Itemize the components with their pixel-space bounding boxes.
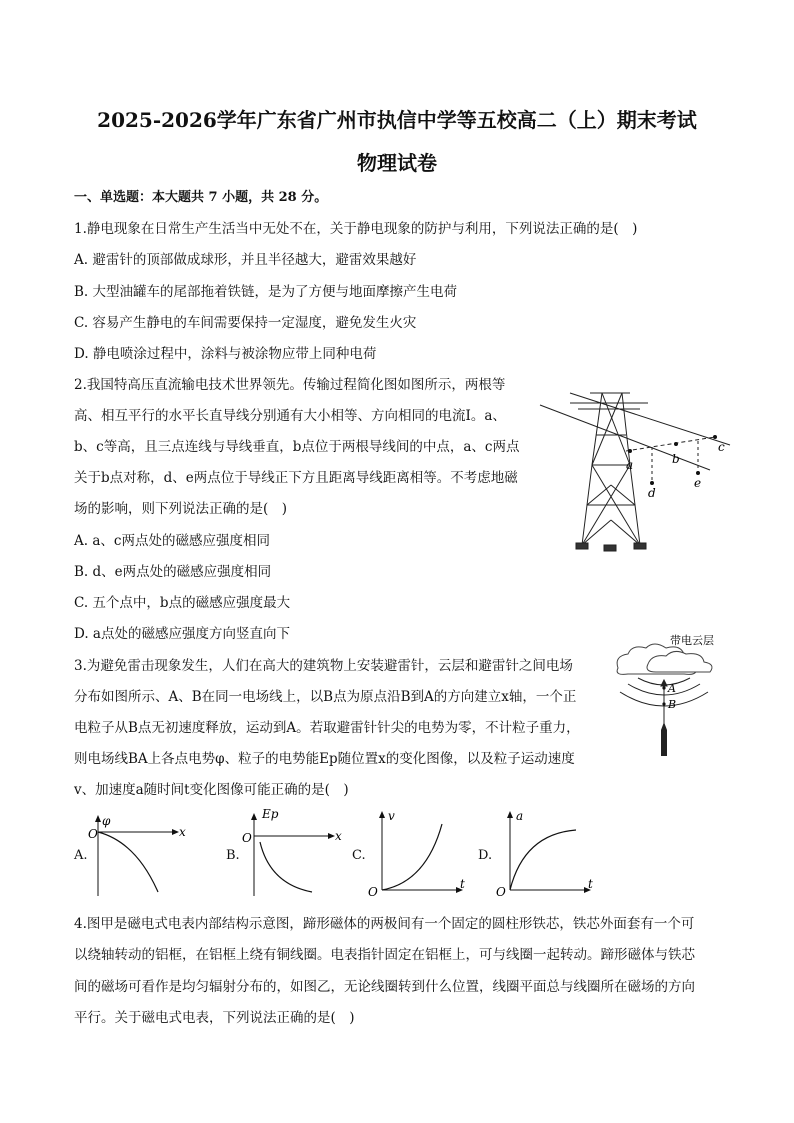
graph-a-ylabel: φ (102, 814, 111, 828)
point-b-label: b (672, 452, 680, 466)
q3-line: 3.为避免雷击现象发生，人们在高大的建筑物上安装避雷针，云层和避雷针之间电场 (74, 658, 573, 674)
graph-c (366, 808, 476, 900)
q3-line: 电粒子从B点无初速度释放，运动到A。若取避雷针针尖的电势为零，不计粒子重力， (74, 720, 580, 736)
q1-stem: 1.静电现象在日常生产生活当中无处不在，关于静电现象的防护与利用，下列说法正确的是( ) (74, 221, 638, 237)
q4-line: 平行。关于磁电式电表，下列说法正确的是( ) (74, 1010, 355, 1026)
lightning-rod-figure (608, 630, 728, 760)
q2-option-c: C. 五个点中，b点的磁感应强度最大 (74, 595, 291, 611)
graph-b-origin: O (242, 831, 252, 845)
cloud-label: 带电云层 (670, 634, 714, 647)
point-e-label: e (694, 476, 702, 490)
q2-line: 关于b点对称，d、e两点位于导线正下方且距离导线距离相等。不考虑地磁 (74, 470, 518, 486)
graph-a (86, 812, 196, 898)
section-heading: 一、单选题：本大题共 7 小题，共 28 分。 (74, 190, 328, 205)
q4-line: 4.图甲是磁电式电表内部结构示意图，蹄形磁体的两极间有一个固定的圆柱形铁芯，铁芯外面套有一个可 (74, 916, 695, 932)
q1-option-c: C. 容易产生静电的车间需要保持一定湿度，避免发生火灾 (74, 315, 417, 331)
q1-option-a: A. 避雷针的顶部做成球形，并且半径越大，避雷效果越好 (74, 252, 417, 268)
q2-line: 场的影响，则下列说法正确的是( ) (74, 501, 288, 517)
graph-c-ylabel: v (388, 809, 395, 823)
graph-d-origin: O (496, 885, 506, 899)
q3-line: 则电场线BA上各点电势φ、粒子的电势能Ep随位置x的变化图像，以及粒子运动速度 (74, 751, 575, 767)
graph-a-option: A. (74, 848, 88, 863)
q2-option-b: B. d、e两点处的磁感应强度相同 (74, 564, 272, 580)
graph-b-ylabel: Ep (262, 807, 279, 821)
point-c-label: c (718, 440, 725, 454)
graph-b-xlabel: x (335, 829, 342, 843)
point-b-label: B (668, 698, 677, 711)
q3-line: v、加速度a随时间t变化图像可能正确的是( ) (74, 782, 349, 798)
q2-line: 2.我国特高压直流输电技术世界领先。传输过程简化图如图所示，两根等 (74, 377, 506, 393)
q2-option-d: D. a点处的磁感应强度方向竖直向下 (74, 626, 290, 642)
graph-d-xlabel: t (588, 877, 593, 891)
graph-a-origin: O (88, 827, 98, 841)
q1-option-b: B. 大型油罐车的尾部拖着铁链，是为了方便与地面摩擦产生电荷 (74, 284, 458, 300)
q2-option-a: A. a、c两点处的磁感应强度相同 (74, 533, 270, 549)
q1-option-d: D. 静电喷涂过程中，涂料与被涂物应带上同种电荷 (74, 346, 377, 362)
q3-line: 分布如图所示、A、B在同一电场线上，以B点为原点沿B到A的方向建立x轴，一个正 (74, 689, 577, 705)
exam-subtitle: 物理试卷 (357, 151, 437, 175)
graph-a-xlabel: x (179, 825, 186, 839)
graph-b-option: B. (226, 848, 240, 863)
graph-b (240, 806, 350, 898)
exam-title: 2025-2026学年广东省广州市执信中学等五校高二（上）期末考试 (97, 108, 697, 132)
q4-line: 以绕轴转动的铝框，在铝框上绕有铜线圈。电表指针固定在铝框上，可与线圈一起转动。蹄形磁体与铁芯 (74, 947, 695, 963)
graph-c-xlabel: t (460, 877, 465, 891)
graph-d-option: D. (478, 848, 493, 863)
graph-d (494, 808, 604, 900)
point-a-label: A (668, 682, 676, 695)
q4-line: 间的磁场可看作是均匀辐射分布的，如图乙，无论线圈转到什么位置，线圈平面总与线圈所在磁场的方向 (74, 979, 695, 995)
graph-c-origin: O (368, 885, 378, 899)
point-a-label: a (626, 458, 634, 472)
q2-line: b、c等高，且三点连线与导线垂直，b点位于两根导线间的中点，a、c两点 (74, 439, 520, 455)
point-d-label: d (648, 486, 656, 500)
transmission-tower-figure (530, 385, 740, 560)
graph-d-ylabel: a (516, 809, 524, 823)
graph-c-option: C. (352, 848, 366, 863)
q2-line: 高、相互平行的水平长直导线分别通有大小相等、方向相同的电流I。a、 (74, 408, 506, 424)
